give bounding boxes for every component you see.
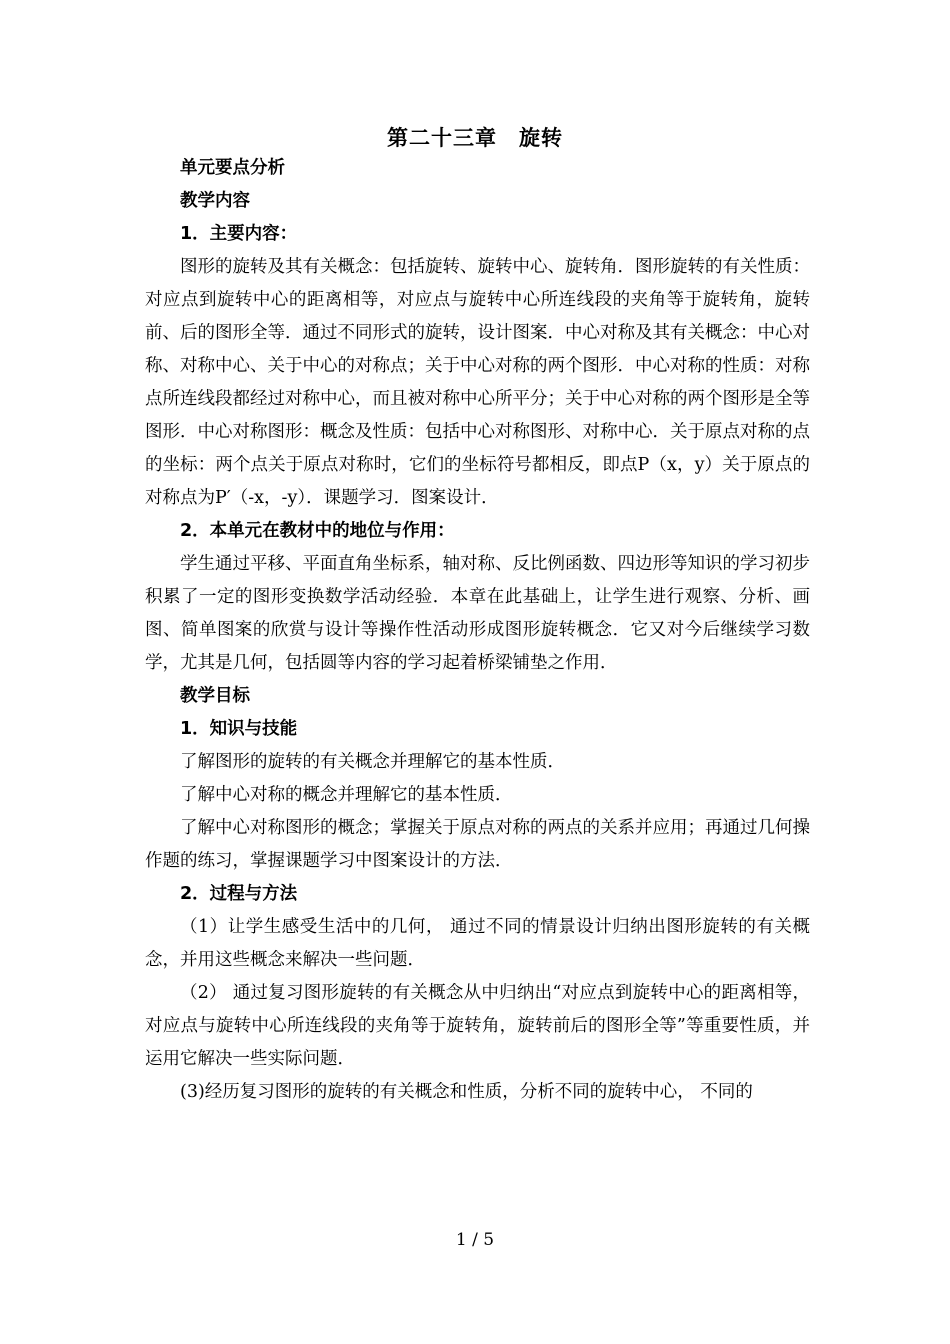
paragraph-skill-3: 了解中心对称图形的概念；掌握关于原点对称的两点的关系并应用；再通过几何操作题的练习，掌握课题学习中图案设计的方法． — [145, 818, 810, 871]
heading-teaching-content: 教学内容 — [180, 191, 250, 211]
document-title: 第二十三章 旋转 — [387, 126, 563, 150]
paragraph-skill-1: 了解图形的旋转的有关概念并理解它的基本性质． — [180, 752, 565, 772]
paragraph-role: 学生通过平移、平面直角坐标系，轴对称、反比例函数、四边形等知识的学习初步积累了一定的图形变换数学活动经验．本章在此基础上，让学生进行观察、分析、画图、简单图案的欣赏与设计等操作性活动形成图形旋转概念．它又对今后继续学习数学，尤其是几何，包括圆等内容的学习起着桥梁铺垫之作用． — [145, 554, 810, 673]
paragraph-method-1: （1）让学生感受生活中的几何， 通过不同的情景设计归纳出图形旋转的有关概念，并用这些概念来解决一些问题． — [145, 917, 810, 970]
heading-process-method: 2．过程与方法 — [180, 884, 298, 904]
page-number: 1 / 5 — [455, 1230, 495, 1250]
heading-role: 2．本单元在教材中的地位与作用： — [180, 521, 455, 541]
paragraph-method-2: （2） 通过复习图形旋转的有关概念从中归纳出“对应点到旋转中心的距离相等，对应点与旋转中心所连线段的夹角等于旋转角，旋转前后的图形全等”等重要性质，并运用它解决一些实际问题． — [145, 983, 810, 1069]
document-body — [145, 152, 810, 1109]
paragraph-main-content: 图形的旋转及其有关概念：包括旋转、旋转中心、旋转角．图形旋转的有关性质：对应点到旋转中心的距离相等，对应点与旋转中心所连线段的夹角等于旋转角，旋转前、后的图形全等．通过不同形式的旋转，设计图案．中心对称及其有关概念：中心对称、对称中心、关于中心的对称点；关于中心对称的两个图形．中心对称的性质：对称点所连线段都经过对称中心，而且被对称中心所平分；关于中心对称的两个图形是全等图形．中心对称图形：概念及性质：包括中心对称图形、对称中心．关于原点对称的点的坐标：两个点关于原点对称时，它们的坐标符号都相反，即点P（x，y）关于原点的对称点为P′（-x，-y）．课题学习．图案设计． — [145, 257, 810, 508]
heading-main-content: 1．主要内容： — [180, 224, 298, 244]
paragraph-method-3: (3)经历复习图形的旋转的有关概念和性质，分析不同的旋转中心， 不同的 — [180, 1082, 753, 1102]
heading-knowledge-skills: 1．知识与技能 — [180, 719, 298, 739]
heading-unit-analysis: 单元要点分析 — [180, 158, 285, 178]
heading-teaching-goals: 教学目标 — [180, 686, 250, 706]
paragraph-skill-2: 了解中心对称的概念并理解它的基本性质． — [180, 785, 513, 805]
